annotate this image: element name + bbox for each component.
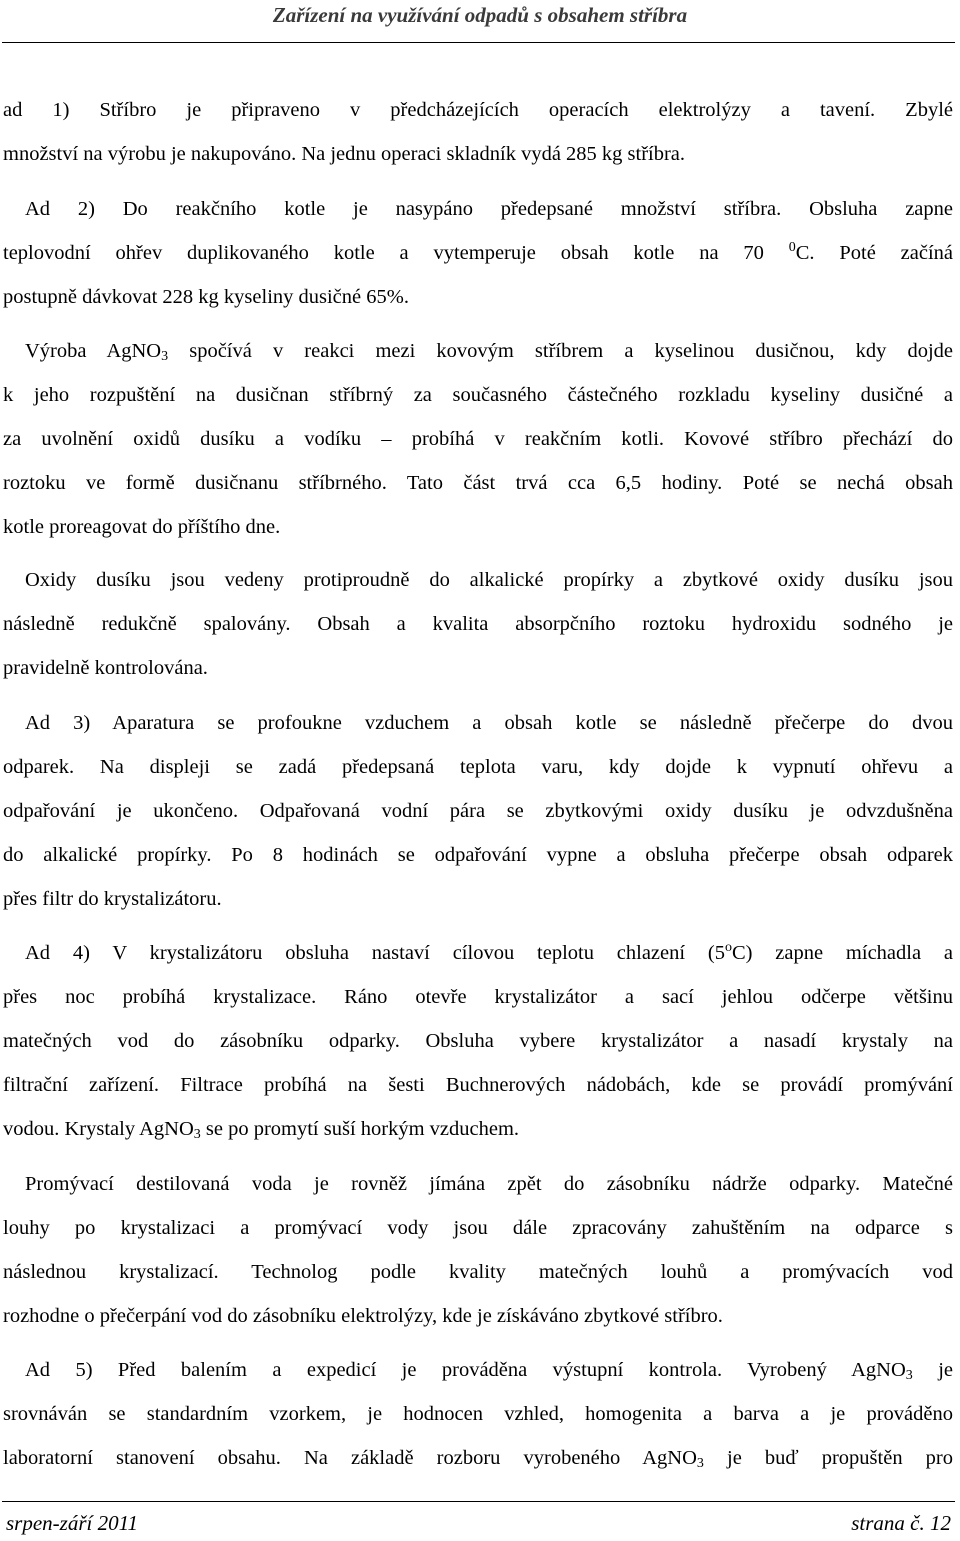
text-line — [3, 231, 953, 275]
paragraph-6 — [3, 931, 953, 1151]
footer-date: srpen-září 2011 — [6, 1511, 139, 1535]
text-line: odpařování je ukončeno. Odpařovaná vodní pára se zbytkovými oxidy dusíku je odvzdušněna — [3, 800, 953, 822]
page-header — [0, 0, 960, 42]
text-fragment: spočívá v reakci mezi kovovým stříbrem a kyselinou dusičnou, kdy dojde — [168, 340, 953, 362]
text-line: filtrační zařízení. Filtrace probíhá na šesti Buchnerových nádobách, kde se provádí promývání — [3, 1074, 953, 1096]
text-fragment: C. Poté začíná — [795, 242, 953, 264]
text-line: kotle proreagovat do příštího dne. — [3, 516, 281, 538]
text-fragment: laboratorní stanovení obsahu. Na základě rozboru vyrobeného AgNO — [3, 1447, 697, 1469]
text-line: ad 1) Stříbro je připraveno v předcházejících operacích elektrolýzy a tavení. Zbylé — [3, 99, 953, 121]
text-fragment: Ad 4) V krystalizátoru obsluha nastaví cílovou teplotu chlazení (5 — [25, 942, 725, 964]
text-line: Promývací destilovaná voda je rovněž jímána zpět do zásobníku nádrže odparky. Matečné — [25, 1173, 953, 1195]
text-fragment: teplovodní ohřev duplikovaného kotle a vytemperuje obsah kotle na 70 — [3, 242, 764, 264]
text-line: Ad 2) Do reakčního kotle je nasypáno předepsané množství stříbra. Obsluha zapne — [25, 198, 953, 220]
paragraph-1 — [3, 88, 953, 176]
text-line: postupně dávkovat 228 kg kyseliny dusičné 65%. — [3, 286, 409, 308]
text-line: následnou krystalizací. Technolog podle kvality matečných louhů a promývacích vod — [3, 1261, 953, 1283]
paragraph-4 — [3, 558, 953, 690]
subscript: 3 — [193, 1127, 201, 1142]
text-fragment: se po promytí suší horkým vzduchem. — [200, 1118, 520, 1140]
text-line: roztoku ve formě dusičnanu stříbrného. Tato část trvá cca 6,5 hodiny. Poté se nechá obsah — [3, 472, 953, 494]
paragraph-8 — [3, 1348, 953, 1480]
text-line: louhy po krystalizaci a promývací vody jsou dále zpracovány zahuštěním na odparce s — [3, 1217, 953, 1239]
text-line: za uvolnění oxidů dusíku a vodíku – probíhá v reakčním kotli. Kovové stříbro přechází do — [3, 428, 953, 450]
text-fragment: vodou. Krystaly AgNO — [3, 1118, 194, 1140]
text-line: Oxidy dusíku jsou vedeny protiproudně do alkalické propírky a zbytkové oxidy dusíku jsou — [25, 569, 953, 591]
superscript: o — [724, 940, 732, 955]
superscript: 0 — [788, 240, 796, 255]
text-line: následně redukčně spalovány. Obsah a kvalita absorpčního roztoku hydroxidu sodného je — [3, 613, 953, 635]
text-line — [3, 1348, 953, 1392]
header-title: Zařízení na využívání odpadů s obsahem stříbra — [272, 3, 688, 27]
header-rule — [2, 42, 955, 43]
text-line: Ad 3) Aparatura se profoukne vzduchem a obsah kotle se následně přečerpe do dvou — [25, 712, 953, 734]
text-line: množství na výrobu je nakupováno. Na jednu operaci skladník vydá 285 kg stříbra. — [3, 143, 686, 165]
text-line: odparek. Na displeji se zadá předepsaná teplota varu, kdy dojde k vypnutí ohřevu a — [3, 756, 953, 778]
text-line: rozhodne o přečerpání vod do zásobníku elektrolýzy, kde je získáváno zbytkové stříbro. — [3, 1305, 723, 1327]
text-line: srovnáván se standardním vzorkem, je hodnocen vzhled, homogenita a barva a je prováděno — [3, 1403, 953, 1425]
text-fragment: je buď propuštěn pro — [703, 1447, 953, 1469]
paragraph-7 — [3, 1162, 953, 1338]
text-line — [3, 1107, 953, 1151]
text-line: matečných vod do zásobníku odparky. Obsluha vybere krystalizátor a nasadí krystaly na — [3, 1030, 953, 1052]
subscript: 3 — [696, 1456, 704, 1471]
text-line — [3, 1436, 953, 1480]
text-line: pravidelně kontrolována. — [3, 657, 208, 679]
text-line: do alkalické propírky. Po 8 hodinách se odpařování vypne a obsluha přečerpe obsah odparek — [3, 844, 953, 866]
text-fragment: je — [912, 1359, 953, 1381]
text-line: přes filtr do krystalizátoru. — [3, 888, 222, 910]
footer-rule — [2, 1501, 955, 1502]
text-line: přes noc probíhá krystalizace. Ráno otevře krystalizátor a sací jehlou odčerpe většinu — [3, 986, 953, 1008]
text-fragment: C) zapne míchadla a — [731, 942, 953, 964]
text-fragment: Ad 5) Před balením a expedicí je prováděna výstupní kontrola. Vyrobený AgNO — [25, 1359, 906, 1381]
paragraph-5 — [3, 701, 953, 921]
text-line: k jeho rozpuštění na dusičnan stříbrný za současného částečného rozkladu kyseliny dusičné a — [3, 384, 953, 406]
text-line — [3, 931, 953, 975]
text-line — [3, 329, 953, 373]
footer-page-number: strana č. 12 — [851, 1511, 951, 1535]
subscript: 3 — [161, 349, 169, 364]
paragraph-2 — [3, 187, 953, 319]
subscript: 3 — [905, 1368, 913, 1383]
paragraph-3 — [3, 329, 953, 549]
text-fragment: Výroba AgNO — [25, 340, 162, 362]
